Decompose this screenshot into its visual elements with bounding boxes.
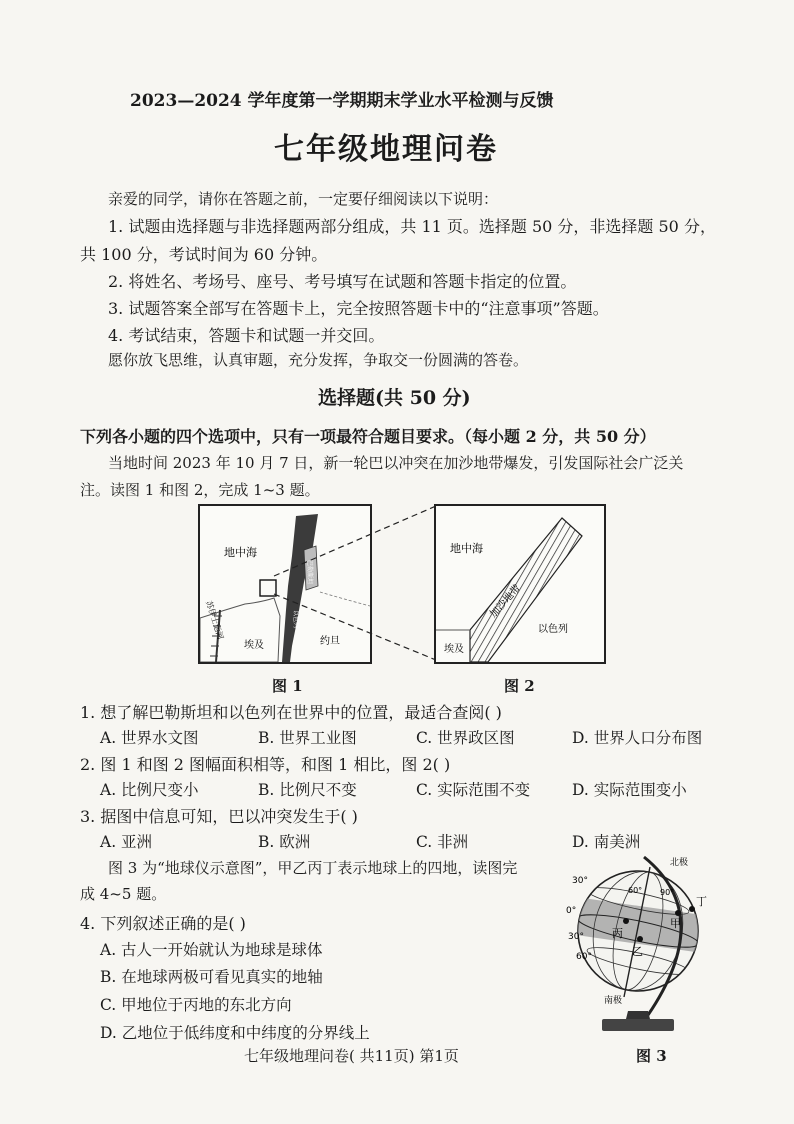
globe-point-yi bbox=[637, 936, 643, 942]
globe-lon-label-1: 60° bbox=[628, 886, 643, 895]
question-4-option-d[interactable]: D. 乙地位于低纬度和中纬度的分界线上 bbox=[100, 1024, 370, 1042]
figure-1-caption: 图 1 bbox=[272, 677, 303, 695]
globe-lat-label-1: 30° bbox=[572, 876, 588, 886]
instructions-item3: 3. 试题答案全部写在答题卡上，完全按照答题卡中的“注意事项”答题。 bbox=[108, 299, 609, 318]
question-1-option-d[interactable]: D. 世界人口分布图 bbox=[572, 729, 703, 747]
question-3-option-c[interactable]: C. 非洲 bbox=[416, 833, 469, 851]
globe-point-bing bbox=[623, 918, 629, 924]
globe-lat-label-3: 30° bbox=[568, 932, 584, 942]
globe-lat-label-2: 0° bbox=[566, 906, 577, 916]
figure-1-jordan-label: 约旦 bbox=[320, 636, 340, 647]
globe-jia-label: 甲 bbox=[670, 917, 681, 930]
figure-2-svg bbox=[436, 506, 604, 662]
question-1-option-c[interactable]: C. 世界政区图 bbox=[416, 729, 515, 747]
section-directive: 下列各小题的四个选项中，只有一项最符合题目要求。（每小题 2 分，共 50 分） bbox=[80, 427, 656, 446]
instructions-item4: 4. 考试结束，答题卡和试题一并交回。 bbox=[108, 326, 385, 345]
figure-1-region2-label: 以色列 bbox=[292, 610, 299, 629]
globe-point-ding bbox=[689, 906, 695, 912]
question-4-option-b[interactable]: B. 在地球两极可看见真实的地轴 bbox=[100, 968, 323, 986]
intro-4-5-line2: 成 4~5 题。 bbox=[80, 885, 167, 903]
figure-3-globe bbox=[566, 855, 720, 1035]
figure-2-sea-label: 地中海 bbox=[450, 542, 483, 555]
instructions-item1-line2: 共 100 分，考试时间为 60 分钟。 bbox=[80, 245, 328, 264]
instructions-closing: 愿你放飞思维，认真审题，充分发挥，争取交一份圆满的答卷。 bbox=[108, 351, 529, 369]
question-1-stem: 1. 想了解巴勒斯坦和以色列在世界中的位置，最适合查阅( ) bbox=[80, 703, 502, 722]
figure-2-egypt-label: 埃及 bbox=[444, 644, 464, 655]
question-3-stem: 3. 据图中信息可知，巴以冲突发生于( ) bbox=[80, 807, 358, 826]
intro-1-3-line2: 注。读图 1 和图 2，完成 1~3 题。 bbox=[80, 481, 320, 499]
figure-1-egypt-label: 埃及 bbox=[244, 640, 264, 651]
question-2-stem: 2. 图 1 和图 2 图幅面积相等，和图 1 相比，图 2( ) bbox=[80, 755, 451, 774]
question-2-option-c[interactable]: C. 实际范围不变 bbox=[416, 781, 531, 799]
subject-title: 七年级地理问卷 bbox=[274, 132, 498, 167]
globe-lon-label-2: 90° bbox=[660, 888, 675, 897]
question-2-option-d[interactable]: D. 实际范围变小 bbox=[572, 781, 687, 799]
page-footer: 七年级地理问卷( 共11页) 第1页 bbox=[244, 1047, 459, 1065]
globe-yi-label: 乙 bbox=[632, 945, 643, 958]
instructions-item1-line1: 1. 试题由选择题与非选择题两部分组成，共 11 页。选择题 50 分，非选择题 50 分， bbox=[108, 217, 716, 236]
question-3-option-b[interactable]: B. 欧洲 bbox=[258, 833, 311, 851]
intro-4-5-line1: 图 3 为“地球仪示意图”，甲乙丙丁表示地球上的四地，读图完 bbox=[108, 859, 518, 877]
question-3-option-d[interactable]: D. 南美洲 bbox=[572, 833, 641, 851]
question-3-option-a[interactable]: A. 亚洲 bbox=[100, 833, 153, 851]
figure-1-sea-label: 地中海 bbox=[224, 546, 257, 559]
globe-stand-neck bbox=[626, 1011, 650, 1019]
instructions-greeting: 亲爱的同学，请你在答题之前，一定要仔细阅读以下说明： bbox=[108, 190, 499, 208]
exam-title: 2023—2024 学年度第一学期期末学业水平检测与反馈 bbox=[130, 91, 554, 111]
figure-2-caption: 图 2 bbox=[504, 677, 535, 695]
section-title: 选择题(共 50 分) bbox=[318, 387, 471, 409]
question-2-option-b[interactable]: B. 比例尺不变 bbox=[258, 781, 357, 799]
intro-1-3-line1: 当地时间 2023 年 10 月 7 日，新一轮巴以冲突在加沙地带爆发，引发国际社会广泛关 bbox=[108, 454, 684, 472]
inset-connector bbox=[270, 500, 440, 670]
figure-1-canal-label: 苏伊士运河 bbox=[204, 599, 226, 641]
globe-bing-label: 丙 bbox=[612, 927, 623, 940]
globe-point-jia bbox=[675, 910, 681, 916]
globe-ding-label: 丁 bbox=[696, 895, 707, 908]
question-4-stem: 4. 下列叙述正确的是( ) bbox=[80, 914, 246, 933]
globe-north-pole-label: 北极 bbox=[670, 858, 689, 868]
globe-stand-base bbox=[602, 1019, 674, 1031]
connector-bottom bbox=[274, 594, 436, 660]
globe-south-pole-label: 南极 bbox=[604, 996, 623, 1006]
instructions-item2: 2. 将姓名、考场号、座号、考号填写在试题和答题卡指定的位置。 bbox=[108, 272, 577, 291]
figure-2-map bbox=[434, 504, 606, 664]
question-1-option-a[interactable]: A. 世界水文图 bbox=[100, 729, 199, 747]
question-4-option-c[interactable]: C. 甲地位于丙地的东北方向 bbox=[100, 996, 292, 1014]
globe-lat-label-4: 60° bbox=[576, 952, 592, 962]
question-2-option-a[interactable]: A. 比例尺变小 bbox=[100, 781, 199, 799]
figure-1-region1-label: 巴勒斯坦 bbox=[306, 560, 313, 585]
question-1-option-b[interactable]: B. 世界工业图 bbox=[258, 729, 357, 747]
figure-2-strip-label: 加沙地带 bbox=[488, 582, 523, 621]
figure-2-gaza-strip bbox=[470, 518, 582, 662]
figure-2-israel-label: 以色列 bbox=[538, 624, 568, 635]
question-4-option-a[interactable]: A. 古人一开始就认为地球是球体 bbox=[100, 941, 323, 959]
connector-top bbox=[274, 506, 436, 576]
figure-3-caption: 图 3 bbox=[636, 1047, 667, 1065]
